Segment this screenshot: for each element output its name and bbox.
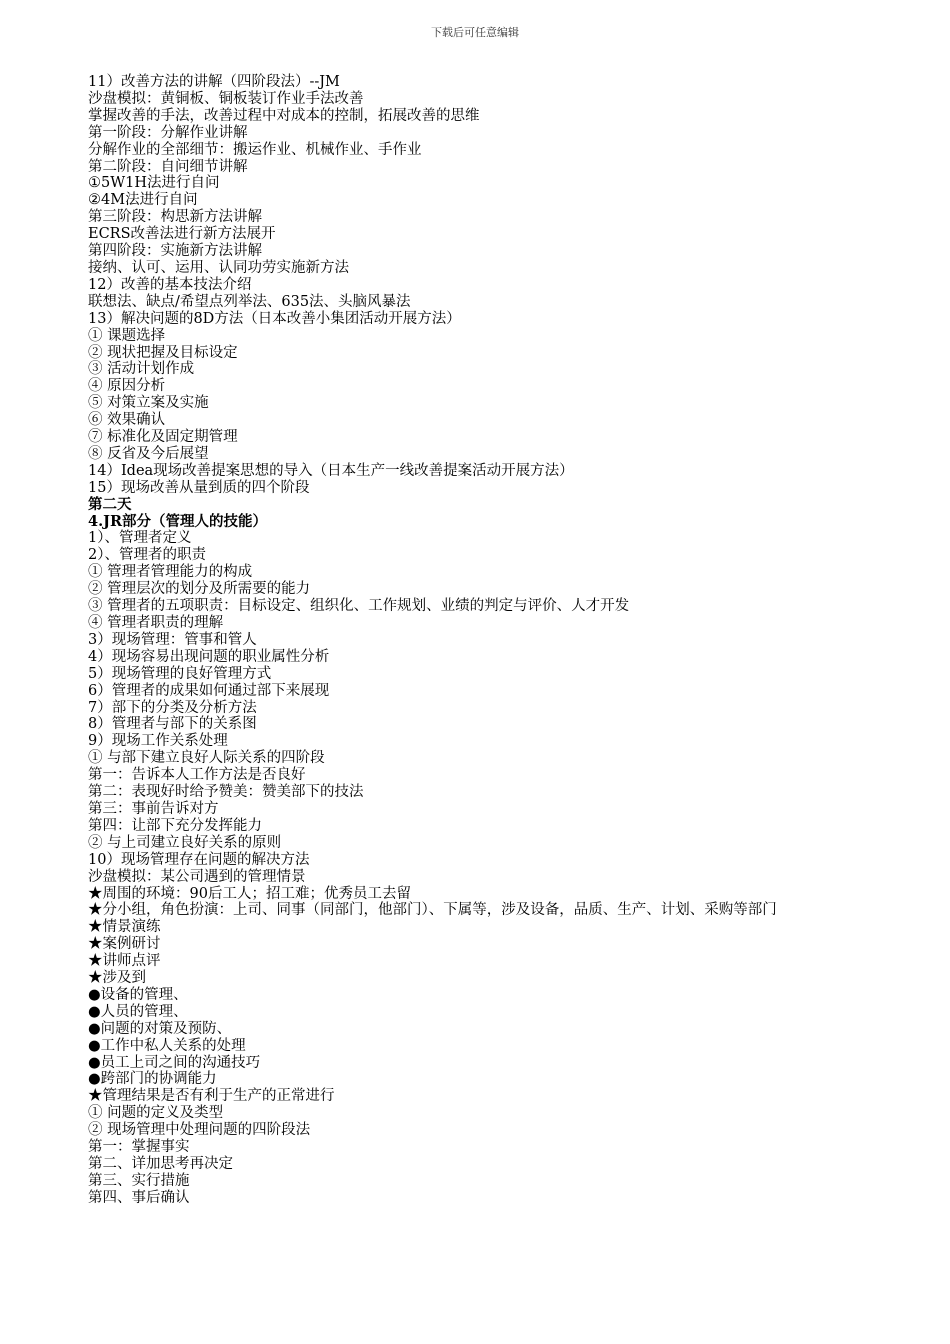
text-line: ⑤ 对策立案及实施: [88, 395, 209, 412]
text-line: 10）现场管理存在问题的解决方法: [88, 851, 310, 868]
text-line: 13）解决问题的8D方法（日本改善小集团活动开展方法）: [88, 310, 461, 327]
section-heading: 第二天: [88, 495, 132, 513]
text-line: ② 管理层次的划分及所需要的能力: [88, 581, 311, 598]
text-line: ③ 管理者的五项职责：目标设定、组织化、工作规划、业绩的判定与评价、人才开发: [88, 598, 630, 615]
text-line: 12）改善的基本技法介绍: [88, 276, 252, 293]
text-line: ① 与部下建立良好人际关系的四阶段: [88, 750, 325, 767]
text-line: ②4M法进行自问: [88, 192, 198, 209]
text-line: ③ 活动计划作成: [88, 361, 195, 378]
document-body: [88, 74, 878, 1207]
text-line: ⑥ 效果确认: [88, 412, 166, 429]
text-line: 6）管理者的成果如何通过部下来展现: [88, 682, 330, 699]
text-line: 2）、管理者的职责: [88, 547, 206, 564]
text-line: ② 现场管理中处理问题的四阶段法: [88, 1122, 311, 1139]
section-heading: 4.JR部分（管理人的技能）: [88, 512, 268, 530]
text-line: 第三、实行措施: [88, 1172, 190, 1189]
text-line: 8）管理者与部下的关系图: [88, 716, 257, 733]
text-line: ★讲师点评: [88, 953, 161, 970]
text-line: ★周围的环境：90后工人；招工难；优秀员工去留: [88, 885, 411, 902]
text-line: ⑦ 标准化及固定期管理: [88, 429, 238, 446]
text-line: 第二阶段：自问细节讲解: [88, 158, 248, 175]
text-line: 第三阶段：构思新方法讲解: [88, 209, 262, 226]
text-line: 沙盘模拟：某公司遇到的管理情景: [88, 868, 306, 885]
text-line: 11）改善方法的讲解（四阶段法）--JM: [88, 74, 340, 90]
text-line: ⑧ 反省及今后展望: [88, 445, 209, 462]
text-line: ECRS改善法进行新方法展开: [88, 226, 276, 243]
text-line: ①5W1H法进行自问: [88, 175, 220, 192]
text-line: 掌握改善的手法，改善过程中对成本的控制，拓展改善的思维: [88, 107, 480, 124]
text-line: 分解作业的全部细节：搬运作业、机械作业、手作业: [88, 141, 422, 158]
text-line: ④ 原因分析: [88, 378, 166, 395]
text-line: 第一：掌握事实: [88, 1139, 190, 1156]
text-line: 联想法、缺点/希望点列举法、635法、头脑风暴法: [88, 293, 411, 310]
text-line: ●问题的对策及预防、: [88, 1020, 232, 1037]
text-line: 第二：表现好时给予赞美：赞美部下的技法: [88, 784, 364, 801]
text-line: 15）现场改善从量到质的四个阶段: [88, 479, 310, 496]
text-line: 5）现场管理的良好管理方式: [88, 665, 272, 682]
text-line: ●工作中私人关系的处理: [88, 1037, 246, 1054]
text-line: 第二、详加思考再决定: [88, 1156, 233, 1172]
text-line: 第四阶段：实施新方法讲解: [88, 243, 262, 260]
text-line: ★分小组，角色扮演：上司、同事（同部门，他部门）、下属等，涉及设备，品质、生产、计划、采购等部门: [88, 902, 777, 919]
text-line: 3）现场管理：管事和管人: [88, 631, 257, 648]
text-line: 第三：事前告诉对方: [88, 800, 219, 817]
text-line: ★案例研讨: [88, 936, 161, 953]
text-line: 4）现场容易出现问题的职业属性分析: [88, 648, 330, 665]
text-line: 7）部下的分类及分析方法: [88, 699, 257, 716]
text-line: ② 与上司建立良好关系的原则: [88, 834, 282, 851]
page-header: 下载后可任意编辑: [431, 26, 519, 39]
text-line: 接纳、认可、运用、认同功劳实施新方法: [88, 259, 349, 276]
text-line: ●员工上司之间的沟通技巧: [88, 1054, 261, 1071]
text-line: 第一：告诉本人工作方法是否良好: [88, 767, 306, 784]
text-line: ●设备的管理、: [88, 986, 188, 1003]
text-line: 14）Idea现场改善提案思想的导入（日本生产一线改善提案活动开展方法）: [88, 462, 574, 479]
text-line: 沙盘模拟：黄铜板、铜板装订作业手法改善: [88, 90, 364, 107]
text-line: ② 现状把握及目标设定: [88, 344, 238, 361]
text-line: 9）现场工作关系处理: [88, 733, 228, 750]
text-line: ★情景演练: [88, 919, 161, 936]
text-line: 1）、管理者定义: [88, 530, 192, 547]
text-line: 第四：让部下充分发挥能力: [88, 817, 262, 834]
text-line: ★涉及到: [88, 970, 146, 987]
text-line: ④ 管理者职责的理解: [88, 615, 224, 631]
text-line: ① 管理者管理能力的构成: [88, 564, 253, 581]
text-line: ●人员的管理、: [88, 1003, 188, 1020]
text-line: ●跨部门的协调能力: [88, 1071, 217, 1088]
text-line: ★管理结果是否有利于生产的正常进行: [88, 1088, 335, 1105]
text-line: ① 课题选择: [88, 327, 166, 344]
text-line: 第四、事后确认: [88, 1189, 190, 1206]
text-line: ① 问题的定义及类型: [88, 1105, 224, 1122]
text-line: 第一阶段：分解作业讲解: [88, 124, 248, 141]
